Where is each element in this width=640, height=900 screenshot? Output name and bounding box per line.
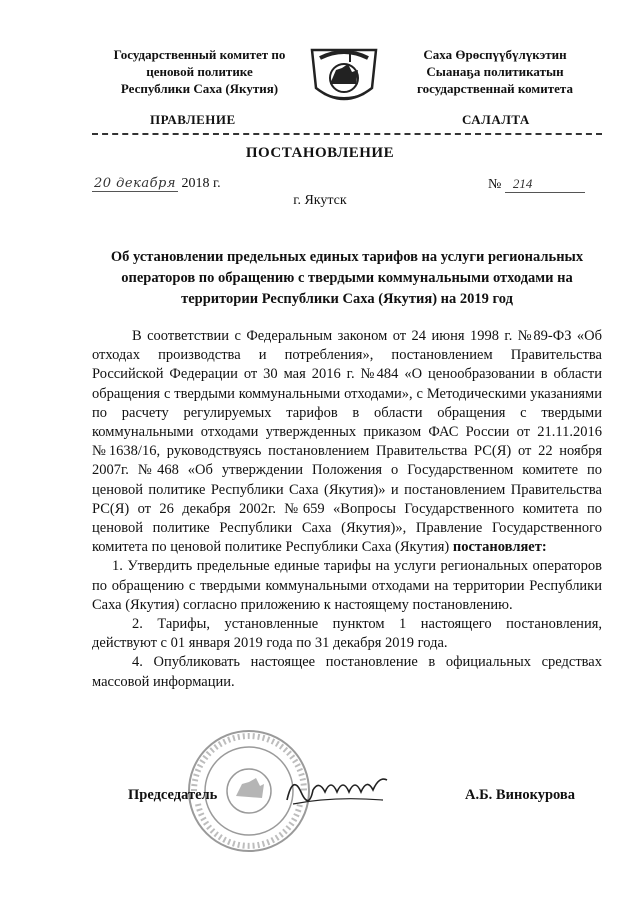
document-city: г. Якутск [293, 193, 347, 208]
org-sah-line-2: Сыанаҕа политикатын [426, 64, 564, 79]
preamble-paragraph [92, 327, 602, 557]
document-title: Об установлении предельных единых тарифов на услуги региональных операторов по обращению с твердыми коммунальными отходами на территории Республики Саха (Якутия) на 2019 год [110, 249, 584, 307]
coat-of-arms-emblem [306, 40, 382, 110]
org-ru-line-1: Государственный комитет по [113, 47, 286, 62]
signatory-name: А.Б. Винокурова [465, 787, 575, 803]
date-year: 2018 г. [181, 176, 221, 191]
org-sah-line-3: государственнай комитета [417, 81, 573, 96]
board-label-russian: ПРАВЛЕНИЕ [150, 112, 236, 127]
board-label-sakha: САЛАЛТА [462, 112, 530, 127]
signatory-title: Председатель [128, 787, 218, 803]
item-1: 1. Утвердить предельные единые тарифы на услуги региональных операторов по обращению с твердыми коммунальными отходами на территории Республики Саха (Якутия) согласно приложению к настоящему постановлению. [92, 558, 602, 613]
document-date [92, 176, 221, 192]
handwritten-date: 20 декабря [94, 176, 176, 191]
org-sah-line-1: Саха Өрөспүүбүлүкэтин [423, 47, 567, 62]
org-ru-line-3: Республики Саха (Якутия) [120, 81, 279, 96]
handwritten-number: 214 [505, 176, 585, 193]
header-divider [92, 133, 602, 135]
preamble-text: В соответствии с Федеральным законом от 24 июня 1998 г. №89-ФЗ «Об отходах производства и потребления», постановлением Правительства Российской Федерации от 30 мая 2016 г. №484 «О ценообразовании в области обращения с твердыми коммунальными отходами», с Методическими указаниями по расчету регулируемых тарифов в области обращения с твердыми коммунальными отходами утвержденных приказом ФАС России от 21.11.2016 №1638/16, руководствуясь постановлением Правительства РС(Я) от 22 ноября 2007г. №468 «Об утверждении Положения о Государственном комитете по ценовой политике Республики Саха (Якутия)» и постановлением Правительства РС(Я) от 26 декабря 2002г. №659 «Вопросы Государственного комитета по ценовой политике Республики Саха (Якутия)», Правление Государственного комитета по ценовой политике Республики Саха (Якутия) [92, 328, 602, 556]
item-2: 2. Тарифы, установленные пунктом 1 настоящего постановления, действуют с 01 января 2019 года по 31 декабря 2019 года. [92, 616, 602, 652]
item-4: 4. Опубликовать настоящее постановление в официальных средствах массовой информации. [92, 654, 602, 690]
document-kind: ПОСТАНОВЛЕНИЕ [245, 145, 395, 161]
organization-name-russian [92, 46, 307, 97]
org-ru-line-2: ценовой политике [146, 64, 253, 79]
document-number [488, 176, 585, 193]
document-body [92, 327, 602, 692]
handwritten-signature [283, 770, 393, 810]
organization-name-sakha [390, 46, 600, 97]
number-label: № [488, 177, 502, 192]
resolves-word: постановляет: [452, 539, 547, 556]
